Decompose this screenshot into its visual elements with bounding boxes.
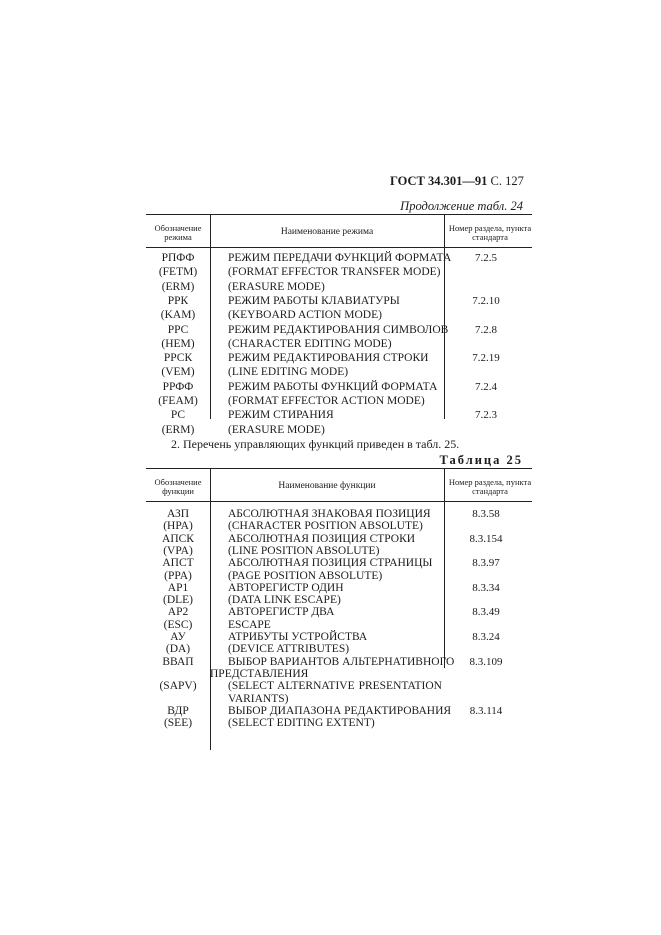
row-name: АТРИБУТЫ УСТРОЙСТВА: [228, 631, 368, 643]
row-name: ПРЕДСТАВЛЕНИЯ: [210, 667, 309, 680]
row-section-number: 7.2.5: [475, 252, 497, 264]
row-name: (KEYBOARD ACTION MODE): [228, 309, 382, 322]
row-name: РЕЖИМ РАБОТЫ ФУНКЦИЙ ФОРМАТА: [228, 380, 438, 393]
row-name: РЕЖИМ СТИРАНИЯ: [228, 409, 334, 422]
row-code: РС: [170, 409, 186, 422]
row-name: АБСОЛЮТНАЯ ЗНАКОВАЯ ПОЗИЦИЯ: [228, 508, 431, 520]
row-code: (SAPV): [159, 680, 197, 693]
row-section-number: 8.3.24: [472, 631, 500, 643]
row-name: ВЫБОР ДИАПАЗОНА РЕДАКТИРОВАНИЯ: [228, 704, 452, 717]
row-section-number: 8.3.49: [472, 606, 500, 619]
row-code: (HEM): [161, 337, 195, 350]
row-code: (HPA): [163, 520, 193, 533]
row-code: РПФФ: [161, 252, 195, 264]
column-divider: [444, 468, 445, 668]
row-name: АБСОЛЮТНАЯ ПОЗИЦИЯ СТРАНИЦЫ: [228, 557, 433, 570]
row-name: (SELECT ALTERNATIVE PRESENTATION: [228, 680, 442, 693]
row-name: (ERASURE MODE): [228, 423, 325, 436]
table-24: [146, 214, 532, 436]
column-header-code: Обозначение функции: [154, 477, 202, 496]
row-name: АБСОЛЮТНАЯ ПОЗИЦИЯ СТРОКИ: [228, 532, 416, 545]
row-code: (KAM): [160, 309, 196, 322]
row-name: (FORMAT EFFECTOR TRANSFER MODE): [228, 266, 441, 279]
column-header-name: Наименование функции: [278, 481, 376, 491]
row-section-number: 8.3.109: [469, 655, 503, 668]
row-code: (SEE): [163, 717, 193, 730]
page-header: [390, 174, 530, 189]
row-code: РРФФ: [162, 380, 194, 393]
row-code: (ERM): [161, 280, 195, 293]
row-section-number: 7.2.4: [475, 380, 497, 393]
row-name: (LINE EDITING MODE): [228, 366, 349, 379]
row-section-number: 7.2.3: [475, 409, 497, 422]
page-number: С. 127: [490, 174, 524, 188]
row-section-number: 8.3.34: [472, 581, 500, 594]
paragraph: 2. Перечень управляющих функций приведен в табл. 25.: [171, 437, 460, 451]
row-name: (LINE POSITION ABSOLUTE): [228, 544, 380, 557]
column-divider: [210, 468, 211, 750]
row-code: АЗП: [166, 508, 190, 520]
row-code: (ESC): [163, 618, 193, 631]
row-name: РЕЖИМ РЕДАКТИРОВАНИЯ СИМВОЛОВ: [228, 323, 449, 336]
column-divider: [444, 214, 445, 419]
column-header-code: Обозначение режима: [154, 223, 202, 242]
row-code: АПСК: [162, 532, 194, 545]
row-code: РРК: [167, 294, 189, 307]
row-name: РЕЖИМ РЕДАКТИРОВАНИЯ СТРОКИ: [228, 352, 429, 365]
row-section-number: 8.3.114: [469, 704, 503, 717]
row-code: ВВАП: [162, 655, 194, 668]
row-code: РРС: [167, 323, 189, 336]
row-name: РЕЖИМ РАБОТЫ КЛАВИАТУРЫ: [228, 294, 400, 307]
row-code: (FEAM): [158, 395, 198, 407]
table-header-rule: [146, 247, 532, 248]
row-name: ВЫБОР ВАРИАНТОВ АЛЬТЕРНАТИВНОГО: [228, 655, 455, 668]
row-name: VARIANTS): [228, 692, 289, 705]
row-section-number: 7.2.19: [472, 352, 500, 365]
column-header-name: Наименование режима: [280, 227, 374, 237]
row-name: АВТОРЕГИСТР ДВА: [228, 606, 335, 619]
row-name: (DATA LINK ESCAPE): [228, 594, 341, 607]
row-section-number: 7.2.8: [475, 323, 497, 336]
table-top-rule: [146, 214, 532, 215]
column-header-number: Номер раздела, пункта стандарта: [448, 223, 532, 242]
column-divider: [210, 214, 211, 419]
row-name: (DEVICE ATTRIBUTES): [228, 643, 350, 656]
row-code: (DLE): [162, 594, 193, 607]
row-name: (CHARACTER EDITING MODE): [228, 337, 392, 350]
row-name: РЕЖИМ ПЕРЕДАЧИ ФУНКЦИЙ ФОРМАТА: [228, 252, 452, 264]
row-name: (ERASURE MODE): [228, 280, 325, 293]
table-top-rule: [146, 468, 532, 469]
table-header-rule: [146, 501, 532, 502]
row-name: (FORMAT EFFECTOR ACTION MODE): [228, 395, 425, 407]
standard-number: ГОСТ 34.301—91: [390, 174, 488, 188]
row-name: (PAGE POSITION ABSOLUTE): [228, 569, 383, 582]
row-code: АР1: [167, 581, 189, 594]
table-25-caption: Таблица 25: [439, 453, 523, 467]
row-code: (VPA): [163, 544, 193, 557]
row-code: (DA): [165, 643, 191, 656]
table-25: [146, 468, 532, 750]
row-section-number: 8.3.154: [469, 532, 503, 545]
row-code: РРСК: [163, 352, 193, 365]
table-24-caption: Продолжение табл. 24: [400, 199, 523, 213]
row-code: (PPA): [164, 569, 192, 582]
row-name: (SELECT EDITING EXTENT): [228, 717, 375, 730]
column-header-number: Номер раздела, пункта стандарта: [448, 477, 532, 496]
row-name: (CHARACTER POSITION ABSOLUTE): [228, 520, 423, 533]
row-name: АВТОРЕГИСТР ОДИН: [228, 581, 344, 594]
row-name: ESCAPE: [228, 618, 271, 631]
row-section-number: 7.2.10: [472, 294, 500, 307]
row-code: (VEM): [161, 366, 195, 379]
row-section-number: 8.3.58: [472, 508, 500, 520]
row-code: АУ: [170, 631, 186, 643]
row-code: АР2: [167, 606, 189, 619]
row-code: ВДР: [167, 704, 189, 717]
row-code: АПСТ: [162, 557, 194, 570]
row-section-number: 8.3.97: [472, 557, 500, 570]
row-code: (ERM): [161, 423, 195, 436]
row-code: (FETM): [158, 266, 198, 279]
